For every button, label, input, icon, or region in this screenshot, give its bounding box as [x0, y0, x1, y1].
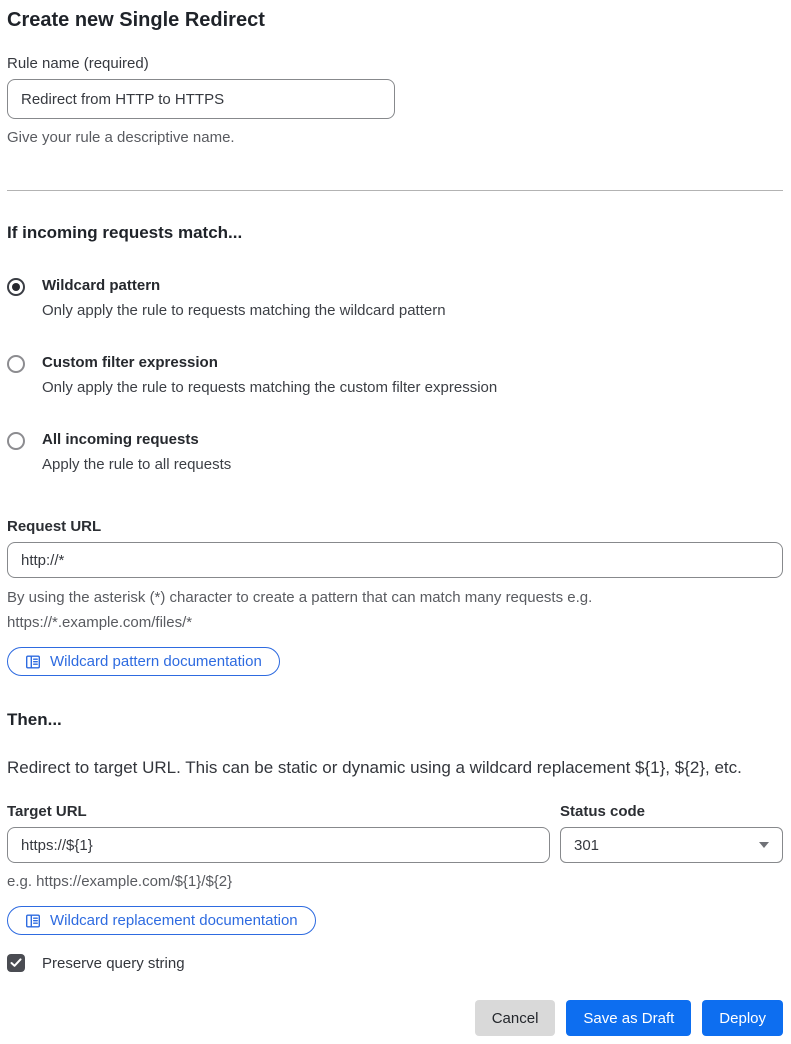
target-url-input[interactable]	[7, 827, 550, 863]
cancel-button[interactable]: Cancel	[475, 1000, 556, 1036]
chevron-down-icon	[759, 842, 769, 848]
wildcard-replacement-doc-button[interactable]	[7, 906, 316, 935]
then-description: Redirect to target URL. This can be static or dynamic using a wildcard replacement ${1}, ${2}, etc.	[7, 758, 742, 777]
rule-name-label: Rule name (required)	[7, 55, 149, 72]
page-title: Create new Single Redirect	[7, 9, 265, 31]
open-book-icon	[25, 913, 41, 929]
doc-button-label: Wildcard replacement documentation	[50, 912, 298, 929]
radio-label: Wildcard pattern	[42, 277, 161, 294]
request-url-help	[7, 585, 783, 635]
deploy-button[interactable]: Deploy	[702, 1000, 783, 1036]
radio-option-custom-filter[interactable]	[7, 353, 783, 398]
status-code-select[interactable]	[560, 827, 783, 863]
preserve-query-row[interactable]	[7, 954, 783, 972]
radio-label: Custom filter expression	[42, 354, 218, 371]
radio-option-texts	[42, 353, 497, 398]
request-url-help-line1: By using the asterisk (*) character to create a pattern that can match many requests e.g.	[7, 589, 593, 606]
match-type-radio-group	[7, 276, 783, 475]
request-url-label: Request URL	[7, 518, 102, 535]
target-url-label: Target URL	[7, 803, 87, 820]
section-divider	[7, 190, 783, 191]
save-as-draft-button[interactable]: Save as Draft	[566, 1000, 691, 1036]
then-section-heading: Then...	[7, 710, 62, 729]
radio-description: Apply the rule to all requests	[42, 456, 232, 473]
radio-unselected-icon[interactable]	[7, 432, 25, 450]
radio-label: All incoming requests	[42, 431, 199, 448]
wildcard-pattern-doc-button[interactable]	[7, 647, 280, 676]
radio-option-wildcard-pattern[interactable]	[7, 276, 783, 321]
rule-name-help: Give your rule a descriptive name.	[7, 129, 235, 146]
target-url-help: e.g. https://example.com/${1}/${2}	[7, 873, 233, 890]
preserve-query-label: Preserve query string	[42, 954, 185, 972]
status-code-label: Status code	[560, 803, 646, 820]
checkbox-checked-icon[interactable]	[7, 954, 25, 972]
open-book-icon	[25, 654, 41, 670]
radio-option-texts	[42, 276, 446, 321]
radio-option-texts	[42, 430, 231, 475]
request-url-help-line2: https://*.example.com/files/*	[7, 614, 193, 631]
target-status-row	[7, 803, 783, 894]
status-code-selected-value: 301	[574, 836, 600, 854]
request-url-input[interactable]	[7, 542, 783, 578]
status-code-field	[560, 803, 783, 894]
radio-description: Only apply the rule to requests matching the custom filter expression	[42, 379, 498, 396]
radio-option-all-requests[interactable]	[7, 430, 783, 475]
target-url-field	[7, 803, 550, 894]
radio-selected-icon[interactable]	[7, 278, 25, 296]
rule-name-input[interactable]	[7, 79, 395, 119]
radio-description: Only apply the rule to requests matching the wildcard pattern	[42, 302, 446, 319]
radio-unselected-icon[interactable]	[7, 355, 25, 373]
doc-button-label: Wildcard pattern documentation	[50, 653, 262, 670]
form-action-footer	[7, 1000, 783, 1036]
match-section-heading: If incoming requests match...	[7, 223, 243, 242]
